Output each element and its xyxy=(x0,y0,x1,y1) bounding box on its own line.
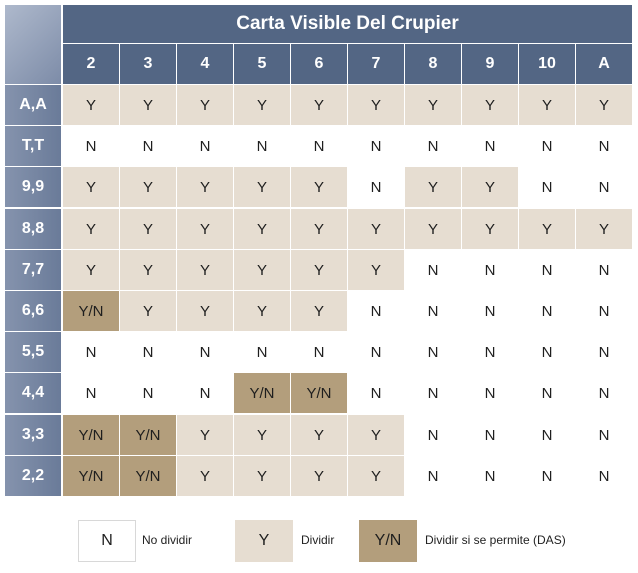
table-cell: Y xyxy=(234,85,290,125)
legend xyxy=(0,520,638,564)
table-cell: N xyxy=(519,332,575,372)
table-title: Carta Visible Del Crupier xyxy=(63,5,632,43)
table-cell: Y xyxy=(348,415,404,455)
table-cell: N xyxy=(405,291,461,331)
table-cell: N xyxy=(576,456,632,496)
table-cell: Y xyxy=(291,250,347,290)
dealer-card-header: 7 xyxy=(348,44,404,84)
table-cell: Y/N xyxy=(120,456,176,496)
player-pair-label: 2,2 xyxy=(5,456,61,496)
table-cell: N xyxy=(405,373,461,413)
table-cell: N xyxy=(405,415,461,455)
table-cell: Y xyxy=(234,291,290,331)
table-cell: Y xyxy=(291,415,347,455)
table-cell: N xyxy=(519,126,575,166)
table-cell: Y xyxy=(348,250,404,290)
table-cell: N xyxy=(63,126,119,166)
legend-label-no-split: No dividir xyxy=(142,533,193,547)
player-pair-label: 3,3 xyxy=(5,415,61,455)
table-cell: N xyxy=(234,126,290,166)
table-cell: Y xyxy=(234,167,290,207)
table-cell: Y xyxy=(177,209,233,249)
table-cell: Y xyxy=(405,167,461,207)
table-cell: Y xyxy=(519,85,575,125)
table-cell: N xyxy=(462,332,518,372)
table-cell: N xyxy=(405,126,461,166)
table-cell: Y/N xyxy=(120,415,176,455)
table-cell: Y xyxy=(462,209,518,249)
table-corner xyxy=(5,5,61,84)
table-cell: N xyxy=(348,126,404,166)
table-cell: N xyxy=(291,332,347,372)
legend-swatch-split-das: Y/N xyxy=(359,520,417,562)
table-cell: Y/N xyxy=(234,373,290,413)
table-cell: Y xyxy=(462,167,518,207)
table-cell: N xyxy=(462,415,518,455)
dealer-card-header: 3 xyxy=(120,44,176,84)
dealer-card-header: 9 xyxy=(462,44,518,84)
table-cell: N xyxy=(519,415,575,455)
table-cell: N xyxy=(576,415,632,455)
table-cell: Y xyxy=(120,250,176,290)
table-cell: Y xyxy=(234,209,290,249)
player-pair-label: 9,9 xyxy=(5,167,61,207)
table-cell: N xyxy=(519,373,575,413)
table-cell: Y xyxy=(234,250,290,290)
table-cell: Y xyxy=(234,456,290,496)
table-cell: N xyxy=(576,250,632,290)
dealer-card-header: 6 xyxy=(291,44,347,84)
dealer-card-header: 8 xyxy=(405,44,461,84)
table-cell: N xyxy=(576,373,632,413)
table-cell: Y xyxy=(234,415,290,455)
table-cell: N xyxy=(462,291,518,331)
table-cell: N xyxy=(462,126,518,166)
table-cell: N xyxy=(462,456,518,496)
table-cell: N xyxy=(519,291,575,331)
table-cell: N xyxy=(63,373,119,413)
table-cell: Y xyxy=(177,250,233,290)
table-cell: N xyxy=(576,126,632,166)
table-cell: N xyxy=(576,291,632,331)
table-cell: Y xyxy=(519,209,575,249)
table-cell: N xyxy=(177,332,233,372)
dealer-card-header: 4 xyxy=(177,44,233,84)
table-cell: N xyxy=(348,167,404,207)
table-cell: N xyxy=(348,291,404,331)
table-cell: Y xyxy=(177,85,233,125)
table-cell: Y xyxy=(63,85,119,125)
table-cell: Y xyxy=(177,291,233,331)
table-cell: N xyxy=(405,250,461,290)
dealer-card-header: A xyxy=(576,44,632,84)
legend-swatch-split: Y xyxy=(235,520,293,562)
table-cell: Y xyxy=(177,415,233,455)
table-cell: Y/N xyxy=(63,291,119,331)
table-cell: N xyxy=(120,332,176,372)
player-pair-label: 4,4 xyxy=(5,373,61,413)
table-cell: Y/N xyxy=(63,415,119,455)
table-cell: Y xyxy=(63,209,119,249)
legend-label-split: Dividir xyxy=(301,533,335,547)
table-cell: Y/N xyxy=(291,373,347,413)
player-pair-label: 6,6 xyxy=(5,291,61,331)
table-cell: N xyxy=(348,332,404,372)
table-cell: N xyxy=(576,167,632,207)
table-cell: N xyxy=(120,126,176,166)
table-cell: Y xyxy=(348,456,404,496)
split-strategy-table xyxy=(5,5,633,502)
table-cell: Y xyxy=(291,209,347,249)
table-cell: N xyxy=(291,126,347,166)
table-cell: N xyxy=(177,126,233,166)
table-cell: N xyxy=(405,332,461,372)
player-pair-label: 8,8 xyxy=(5,209,61,249)
table-cell: Y xyxy=(63,167,119,207)
table-cell: Y xyxy=(291,456,347,496)
table-cell: N xyxy=(519,456,575,496)
table-cell: Y xyxy=(120,85,176,125)
table-cell: N xyxy=(405,456,461,496)
table-cell: Y xyxy=(177,167,233,207)
dealer-card-header: 10 xyxy=(519,44,575,84)
table-cell: N xyxy=(519,250,575,290)
table-cell: Y xyxy=(291,167,347,207)
table-cell: Y xyxy=(63,250,119,290)
table-cell: N xyxy=(348,373,404,413)
table-cell: Y xyxy=(576,85,632,125)
player-pair-label: 7,7 xyxy=(5,250,61,290)
player-pair-label: A,A xyxy=(5,85,61,125)
table-cell: N xyxy=(462,250,518,290)
table-cell: Y xyxy=(120,209,176,249)
table-cell: Y xyxy=(348,209,404,249)
table-cell: Y xyxy=(576,209,632,249)
legend-swatch-no-split: N xyxy=(78,520,136,562)
table-cell: N xyxy=(177,373,233,413)
player-pair-label: T,T xyxy=(5,126,61,166)
table-cell: Y xyxy=(462,85,518,125)
table-cell: Y xyxy=(291,85,347,125)
table-cell: N xyxy=(519,167,575,207)
table-cell: N xyxy=(462,373,518,413)
legend-label-split-das: Dividir si se permite (DAS) xyxy=(425,533,566,547)
table-cell: N xyxy=(576,332,632,372)
table-cell: N xyxy=(234,332,290,372)
table-cell: Y xyxy=(348,85,404,125)
dealer-card-header: 5 xyxy=(234,44,290,84)
table-cell: Y xyxy=(405,85,461,125)
table-cell: Y xyxy=(405,209,461,249)
player-pair-label: 5,5 xyxy=(5,332,61,372)
table-cell: Y xyxy=(120,167,176,207)
table-cell: Y xyxy=(177,456,233,496)
table-cell: Y xyxy=(120,291,176,331)
table-cell: N xyxy=(120,373,176,413)
table-cell: N xyxy=(63,332,119,372)
table-cell: Y xyxy=(291,291,347,331)
dealer-card-header: 2 xyxy=(63,44,119,84)
table-cell: Y/N xyxy=(63,456,119,496)
